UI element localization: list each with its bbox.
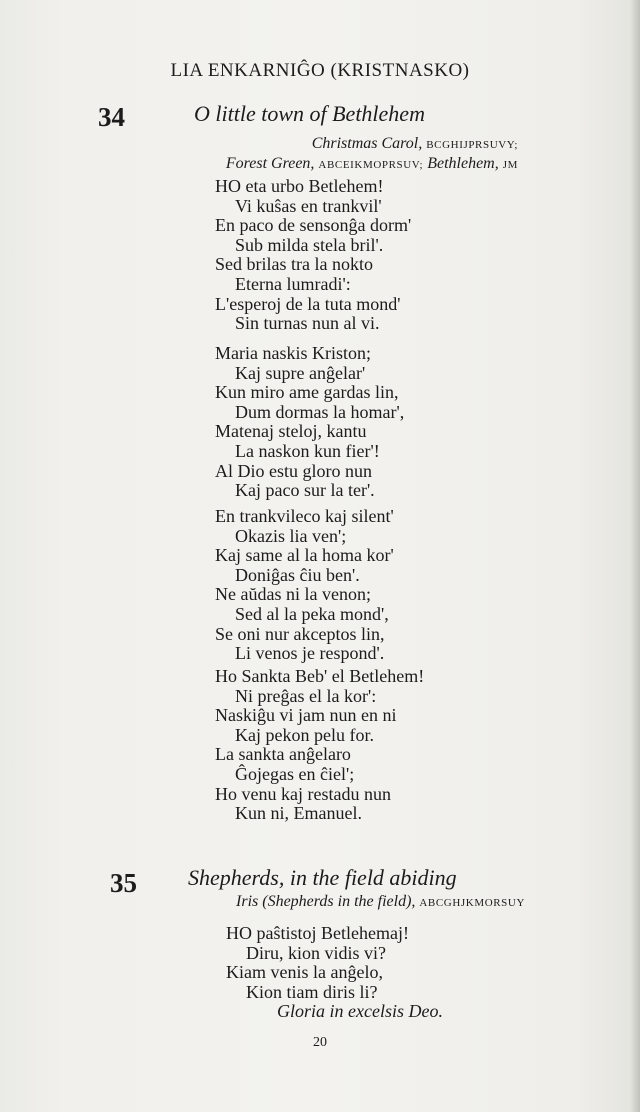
verse-line: Kiam venis la anĝelo, [226,962,383,983]
verse-line: Kaj supre anĝelar' [235,362,366,383]
hymn-number: 35 [110,868,137,898]
verse-line: La sankta anĝelaro [215,744,351,765]
verse-line: Dum dormas la homar', [235,401,405,422]
verse-line: Kun miro ame gardas lin, [215,382,399,403]
verse-line: Ho venu kaj restadu nun [215,783,391,804]
verse-line: Maria naskis Kriston; [215,343,371,363]
verse-line: Kaj same al la homa kor' [215,545,394,566]
verse-line: Kion tiam diris li? [246,981,378,1002]
verse-line: Ho Sankta Beb' el Betlehem! [215,666,425,686]
running-header: LIA ENKARNIĜO (KRISTNASKO) [170,60,470,81]
tune-line [236,893,525,911]
tune-codes: BCGHIJPRSUVY; [426,139,518,151]
tune-line [226,155,518,173]
verse-line: Al Dio estu gloro nun [215,460,372,481]
verse-line: Gloria in excelsis Deo. [277,1001,443,1022]
tune-codes: JM [502,159,518,171]
verse-line: Ni preĝas el la kor': [235,685,377,706]
verse-line: Naskiĝu vi jam nun en ni [215,705,397,726]
stanza [215,177,515,334]
hymn-title: Shepherds, in the field abiding [188,865,457,890]
verse-line: Kun ni, Emanuel. [235,803,362,824]
verse-line: Se oni nur akceptos lin, [215,623,385,644]
verse-line: Ne aŭdas ni la venon; [215,584,371,605]
verse-line: Doniĝas ĉiu ben'. [235,564,360,585]
tune-name: Bethlehem, [427,155,499,172]
verse-line: Li venos je respond'. [235,643,385,664]
verse-line: Matenaj steloj, kantu [215,421,367,442]
verse-line: En trankvileco kaj silent' [215,506,394,526]
verse-line: HO eta urbo Betlehem! [215,176,384,196]
stanza [215,344,515,501]
verse-line: Okazis lia ven'; [235,525,347,546]
tune-name: Forest Green, [225,155,315,172]
verse-line: L'esperoj de la tuta mond' [215,293,401,314]
verse-line: Kaj pekon pelu for. [235,724,374,745]
tune-line [312,135,518,153]
tune-codes: ABCEIKMOPRSUV; [318,159,424,171]
verse-line: Sed brilas tra la nokto [215,254,373,275]
verse-line: En paco de sensonĝa dorm' [215,215,412,236]
hymn-title: O little town of Bethlehem [194,101,425,126]
tune-name: Christmas Carol, [311,135,423,152]
verse-line: Eterna lumradi': [235,273,351,294]
hymn-number: 34 [98,102,125,132]
verse-line: La naskon kun fier'! [235,440,380,461]
stanza [215,667,515,824]
page-number: 20 [313,1035,327,1050]
verse-line: Diru, kion vidis vi? [246,942,386,963]
verse-line: Vi kuŝas en trankvil' [235,195,382,216]
tune-name: Iris (Shepherds in the field), [236,893,416,910]
verse-line: HO paŝtistoj Betlehemaj! [226,923,409,943]
verse-line: Ĝojegas en ĉiel'; [235,763,355,784]
stanza [226,924,526,1022]
page-spine-shadow [630,0,640,1112]
verse-line: Kaj paco sur la ter'. [235,480,375,501]
verse-line: Sed al la peka mond', [235,603,389,624]
stanza [215,507,515,664]
verse-line: Sub milda stela bril'. [235,234,384,255]
tune-codes: ABCGHJKMORSUY [419,897,525,909]
verse-line: Sin turnas nun al vi. [235,313,380,334]
